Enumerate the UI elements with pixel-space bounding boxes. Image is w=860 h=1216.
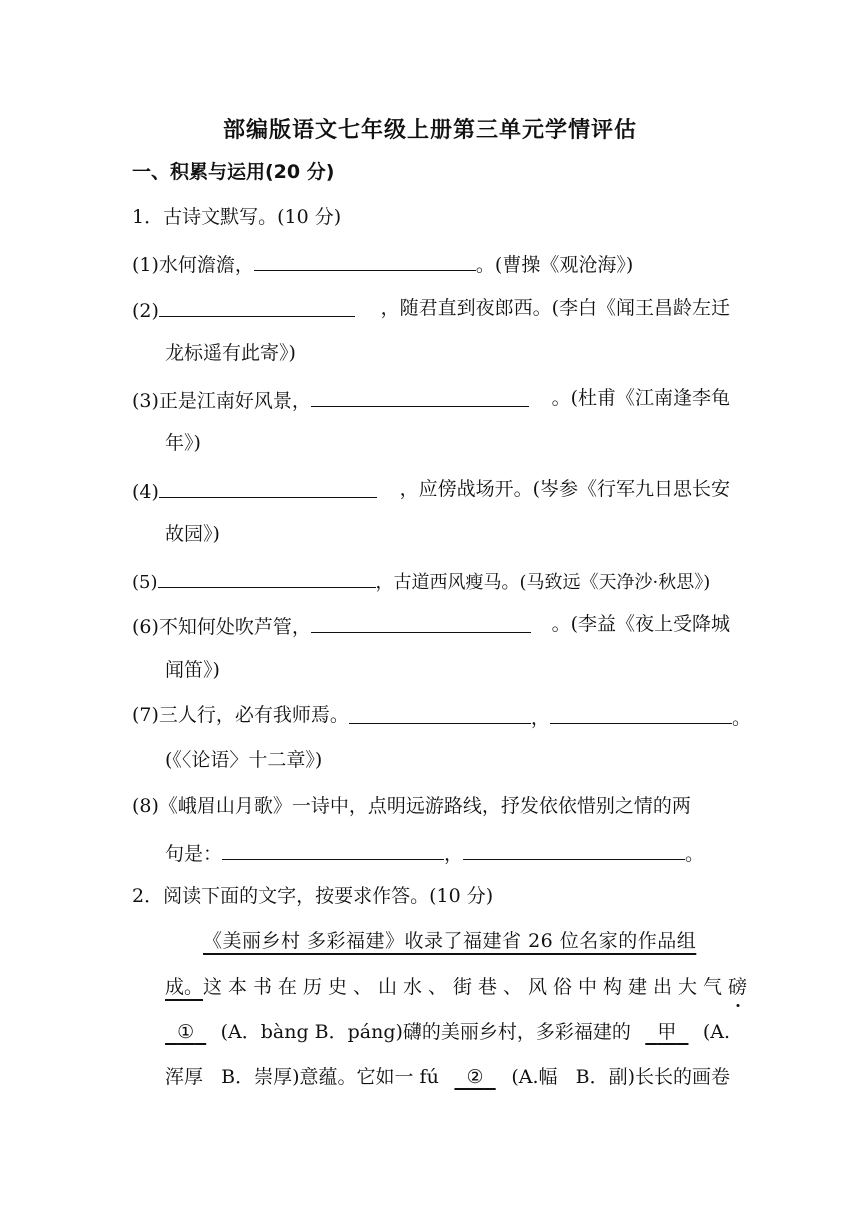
answer-blank[interactable] [463,837,685,860]
blank-2[interactable]: ② [466,1066,484,1088]
answer-blank[interactable] [349,701,531,724]
section-heading: 一、积累与运用(20 分) [132,161,335,183]
item-4-continued: 故园》) [165,523,220,545]
page-title: 部编版语文七年级上册第三单元学情评估 [222,118,637,143]
passage-line-3: ① (A．bàng B．páng)礴的美丽乡村，多彩福建的 甲 (A. [165,1018,730,1046]
item-5: (5) ，古道西风瘦马。(马致远《天净沙·秋思》) [132,565,710,597]
answer-blank[interactable] [550,701,732,724]
passage-line-2: 成。 这本书在历史、山水、街巷、风俗中构建出大气 磅 [165,973,730,1001]
answer-blank[interactable] [311,610,531,633]
item-4: (4) ，应傍战场开。(岑参《行军九日思长安 [132,475,730,506]
item-2: (2) ，随君直到夜郎西。(李白《闻王昌龄左迁 [132,294,730,325]
item-6: (6)不知何处吹芦管， 。(李益《夜上受降城 [132,610,730,641]
answer-blank[interactable] [158,565,376,588]
item-8: (8)《峨眉山月歌》一诗中，点明远游路线，抒发依依惜别之情的两 [132,795,691,817]
item-1: (1)水何澹澹， 。(曹操《观沧海》) [132,248,633,279]
item-8-continued: 句是： ， 。 [165,837,704,868]
item-3: (3)正是江南好风景， 。(杜甫《江南逢李龟 [132,384,730,415]
item-2-continued: 龙标遥有此寄》) [165,342,296,364]
question-1-heading: 1．古诗文默写。(10 分) [132,206,342,228]
blank-jia[interactable]: 甲 [657,1021,677,1043]
question-2-heading: 2．阅读下面的文字，按要求作答。(10 分) [132,885,494,907]
item-7-continued: (《〈论语〉十二章》) [165,749,323,771]
answer-blank[interactable] [311,384,529,407]
answer-blank[interactable] [159,294,355,317]
item-3-continued: 年》) [165,432,201,454]
emphasis-char: 磅 [728,973,747,1001]
blank-1[interactable]: ① [177,1021,195,1043]
answer-blank[interactable] [222,837,444,860]
passage-line-4: 浑厚 B．崇厚)意蕴。它如一 fú ② (A.幅 B．副)长长的画卷 [165,1063,730,1091]
passage-line-1: 《美丽乡村 多彩福建》收录了福建省 26 位名家的作品组 [203,930,697,952]
answer-blank[interactable] [254,248,476,271]
item-7: (7)三人行，必有我师焉。 ， 。 [132,701,730,732]
answer-blank[interactable] [159,475,377,498]
item-6-continued: 闻笛》) [165,659,220,681]
